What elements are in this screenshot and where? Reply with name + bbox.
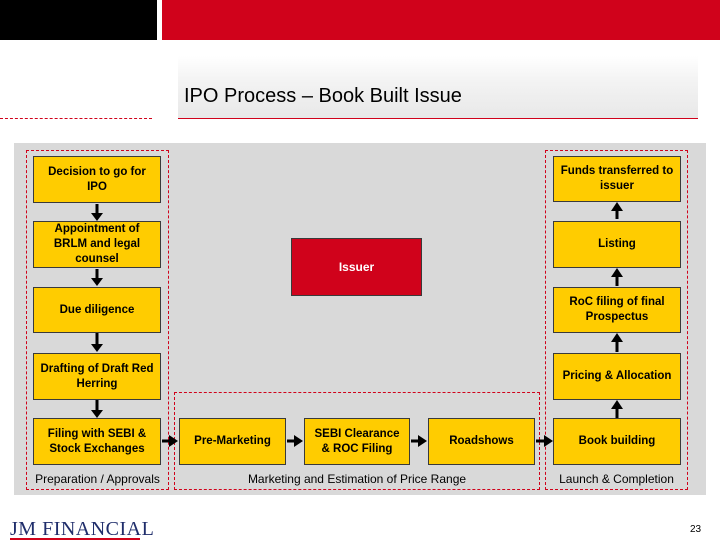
step-filing: Filing with SEBI & Stock Exchanges bbox=[33, 418, 161, 465]
label-preparation: Preparation / Approvals bbox=[35, 472, 160, 486]
logo-rule bbox=[10, 538, 140, 540]
step-sebi-clearance: SEBI Clearance & ROC Filing bbox=[304, 418, 410, 465]
step-listing: Listing bbox=[553, 221, 681, 268]
label-launch: Launch & Completion bbox=[559, 472, 674, 486]
company-logo: JM FINANCIAL bbox=[10, 518, 155, 540]
issuer-box: Issuer bbox=[291, 238, 422, 296]
slide-title: IPO Process – Book Built Issue bbox=[184, 85, 462, 107]
step-decision: Decision to go for IPO bbox=[33, 156, 161, 203]
label-marketing: Marketing and Estimation of Price Range bbox=[247, 472, 467, 486]
step-pricing: Pricing & Allocation bbox=[553, 353, 681, 400]
step-book-building: Book building bbox=[553, 418, 681, 465]
step-pre-marketing: Pre-Marketing bbox=[179, 418, 286, 465]
step-drafting: Drafting of Draft Red Herring bbox=[33, 353, 161, 400]
step-roadshows: Roadshows bbox=[428, 418, 535, 465]
step-appointment: Appointment of BRLM and legal counsel bbox=[33, 221, 161, 268]
step-due-diligence: Due diligence bbox=[33, 287, 161, 333]
step-funds: Funds transferred to issuer bbox=[553, 156, 681, 202]
page-number: 23 bbox=[690, 524, 702, 535]
step-roc-filing: RoC filing of final Prospectus bbox=[553, 287, 681, 333]
